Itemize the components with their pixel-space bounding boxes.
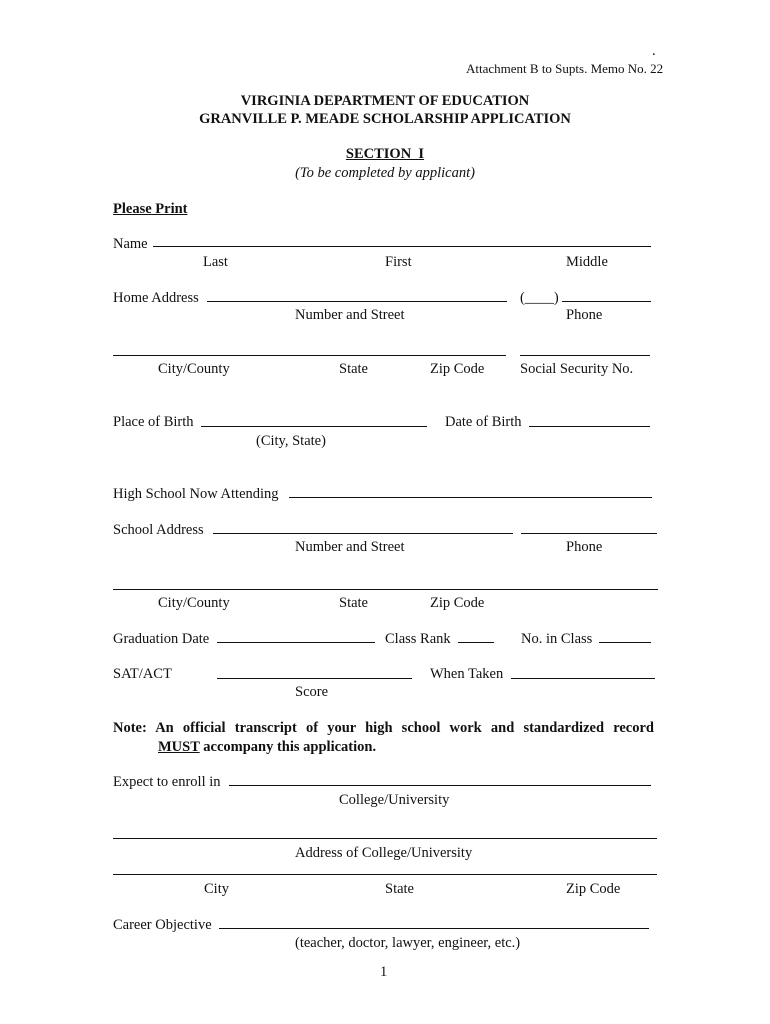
school-phone-caption: Phone (566, 539, 603, 555)
college-address-caption: Address of College/University (295, 845, 473, 861)
home-phone-field[interactable] (562, 301, 651, 302)
sat-score-field[interactable] (217, 678, 412, 679)
career-objective-label: Career Objective (113, 917, 212, 933)
when-taken-label: When Taken (430, 666, 504, 682)
class-size-field[interactable] (599, 642, 651, 643)
school-state-caption: State (339, 595, 368, 611)
place-of-birth-field[interactable] (201, 426, 427, 427)
home-city-field[interactable] (113, 355, 506, 356)
home-address-field[interactable] (207, 301, 507, 302)
high-school-field[interactable] (289, 497, 652, 498)
note-line-2 (113, 738, 654, 757)
school-phone-field[interactable] (521, 533, 657, 534)
college-zip-caption: Zip Code (566, 881, 621, 897)
transcript-note (113, 719, 654, 757)
section-subtitle: (To be completed by applicant) (295, 165, 475, 181)
class-rank-label: Class Rank (385, 631, 451, 647)
corner-mark: . (652, 43, 656, 59)
career-objective-field[interactable] (219, 928, 649, 929)
name-last-caption: Last (203, 254, 228, 270)
class-rank-field[interactable] (458, 642, 494, 643)
class-size-label: No. in Class (521, 631, 593, 647)
section-title: SECTION I (345, 146, 425, 162)
school-street-caption: Number and Street (295, 539, 405, 555)
ssn-caption: Social Security No. (520, 361, 634, 377)
title-department: VIRGINIA DEPARTMENT OF EDUCATION (240, 93, 530, 109)
attachment-note: Attachment B to Supts. Memo No. 22 (466, 61, 664, 76)
college-city-field[interactable] (113, 874, 657, 875)
home-city-caption: City/County (158, 361, 230, 377)
enroll-label: Expect to enroll in (113, 774, 221, 790)
name-first-caption: First (385, 254, 412, 270)
place-of-birth-label: Place of Birth (113, 414, 194, 430)
note-must: MUST (158, 739, 200, 755)
ssn-field[interactable] (520, 355, 650, 356)
school-zip-caption: Zip Code (430, 595, 485, 611)
home-phone-prefix: (____) (520, 290, 559, 306)
high-school-label: High School Now Attending (113, 486, 279, 502)
note-line-1 (113, 719, 654, 738)
home-address-label: Home Address (113, 290, 199, 306)
place-of-birth-caption: (City, State) (256, 433, 326, 449)
name-field[interactable] (153, 246, 651, 247)
school-address-label: School Address (113, 522, 204, 538)
career-objective-caption: (teacher, doctor, lawyer, engineer, etc.) (295, 935, 521, 951)
name-middle-caption: Middle (566, 254, 608, 270)
home-street-caption: Number and Street (295, 307, 405, 323)
home-state-caption: State (339, 361, 368, 377)
graduation-date-field[interactable] (217, 642, 375, 643)
when-taken-field[interactable] (511, 678, 655, 679)
title-application: GRANVILLE P. MEADE SCHOLARSHIP APPLICATION (199, 111, 571, 127)
school-city-field[interactable] (113, 589, 658, 590)
note-text-2: accompany this application. (199, 739, 377, 755)
graduation-date-label: Graduation Date (113, 631, 210, 647)
name-label: Name (113, 236, 148, 252)
home-zip-caption: Zip Code (430, 361, 485, 377)
enroll-caption: College/University (339, 792, 450, 808)
school-city-caption: City/County (158, 595, 230, 611)
home-phone-caption: Phone (566, 307, 603, 323)
college-state-caption: State (385, 881, 414, 897)
college-city-caption: City (204, 881, 229, 897)
page-number: 1 (380, 964, 388, 980)
sat-score-caption: Score (295, 684, 329, 700)
date-of-birth-label: Date of Birth (445, 414, 522, 430)
enroll-field[interactable] (229, 785, 651, 786)
please-print-label: Please Print (113, 201, 188, 217)
school-address-field[interactable] (213, 533, 513, 534)
sat-act-label: SAT/ACT (113, 666, 172, 682)
note-text-1: An official transcript of your high school work and standardized record (155, 720, 654, 736)
note-prefix: Note: (113, 720, 147, 736)
date-of-birth-field[interactable] (529, 426, 650, 427)
college-address-field[interactable] (113, 838, 657, 839)
